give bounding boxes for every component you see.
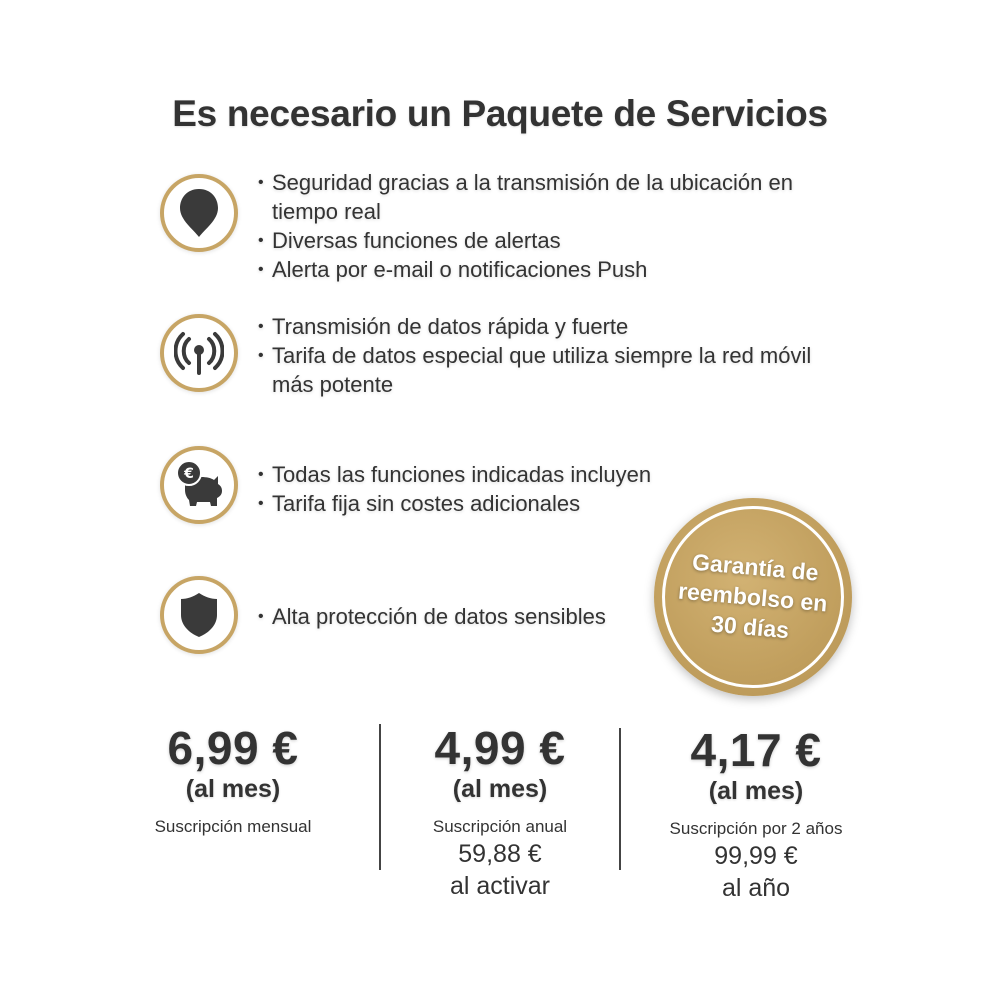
page-title: Es necesario un Paquete de Servicios [172, 93, 828, 134]
plan-name: Suscripción por 2 años [669, 819, 843, 838]
money-back-guarantee-badge [654, 498, 852, 696]
plan-period: (al mes) [185, 775, 281, 803]
feature-icon-ring-savings [160, 446, 238, 524]
badge-line: Garantía de [691, 548, 820, 586]
plan-price: 4,99 € [434, 722, 566, 774]
plan-period: (al mes) [708, 777, 804, 805]
svg-text:€: € [184, 466, 194, 482]
location-pin-icon [177, 187, 221, 239]
feature-bullet: • Seguridad gracias a la transmisión de la ubicación en tiempo real [258, 168, 838, 226]
piggy-bank-euro-icon [173, 459, 225, 511]
badge-line: reembolso en [677, 577, 829, 617]
antenna-signal-icon [174, 331, 224, 375]
plan-divider [379, 724, 381, 870]
feature-list-protection [258, 602, 658, 631]
plan-name: Suscripción anual [432, 817, 568, 836]
badge-inner-ring [662, 506, 844, 688]
feature-icon-ring-location [160, 174, 238, 252]
feature-list-signal [258, 312, 818, 399]
plan-name: Suscripción mensual [154, 817, 312, 836]
plan-billing-note: al activar [449, 872, 551, 900]
plan-billing-note: al año [721, 874, 791, 902]
plan-total: 59,88 € [458, 840, 542, 868]
plan-total: 99,99 € [714, 842, 798, 870]
badge-text [675, 546, 832, 649]
plan-divider [619, 728, 621, 870]
feature-bullet: • Alerta por e-mail o notificaciones Push [258, 255, 838, 284]
feature-icon-ring-protection [160, 576, 238, 654]
feature-bullet: • Tarifa fija sin costes adicionales [258, 489, 818, 518]
feature-list-location [258, 168, 838, 284]
plan-monthly [123, 722, 343, 838]
badge-line: 30 días [710, 610, 791, 644]
feature-bullet: • Diversas funciones de alertas [258, 226, 838, 255]
feature-icon-ring-signal [160, 314, 238, 392]
shield-icon [179, 591, 219, 639]
plan-price: 6,99 € [167, 722, 299, 774]
feature-bullet: • Todas las funciones indicadas incluyen [258, 460, 818, 489]
plan-period: (al mes) [452, 775, 548, 803]
plan-price: 4,17 € [690, 724, 822, 776]
plan-two-year [640, 724, 872, 904]
feature-bullet: • Alta protección de datos sensibles [258, 602, 658, 631]
feature-bullet: • Transmisión de datos rápida y fuerte [258, 312, 818, 341]
feature-bullet: • Tarifa de datos especial que utiliza siempre la red móvil más potente [258, 341, 818, 399]
plan-annual [390, 722, 610, 902]
